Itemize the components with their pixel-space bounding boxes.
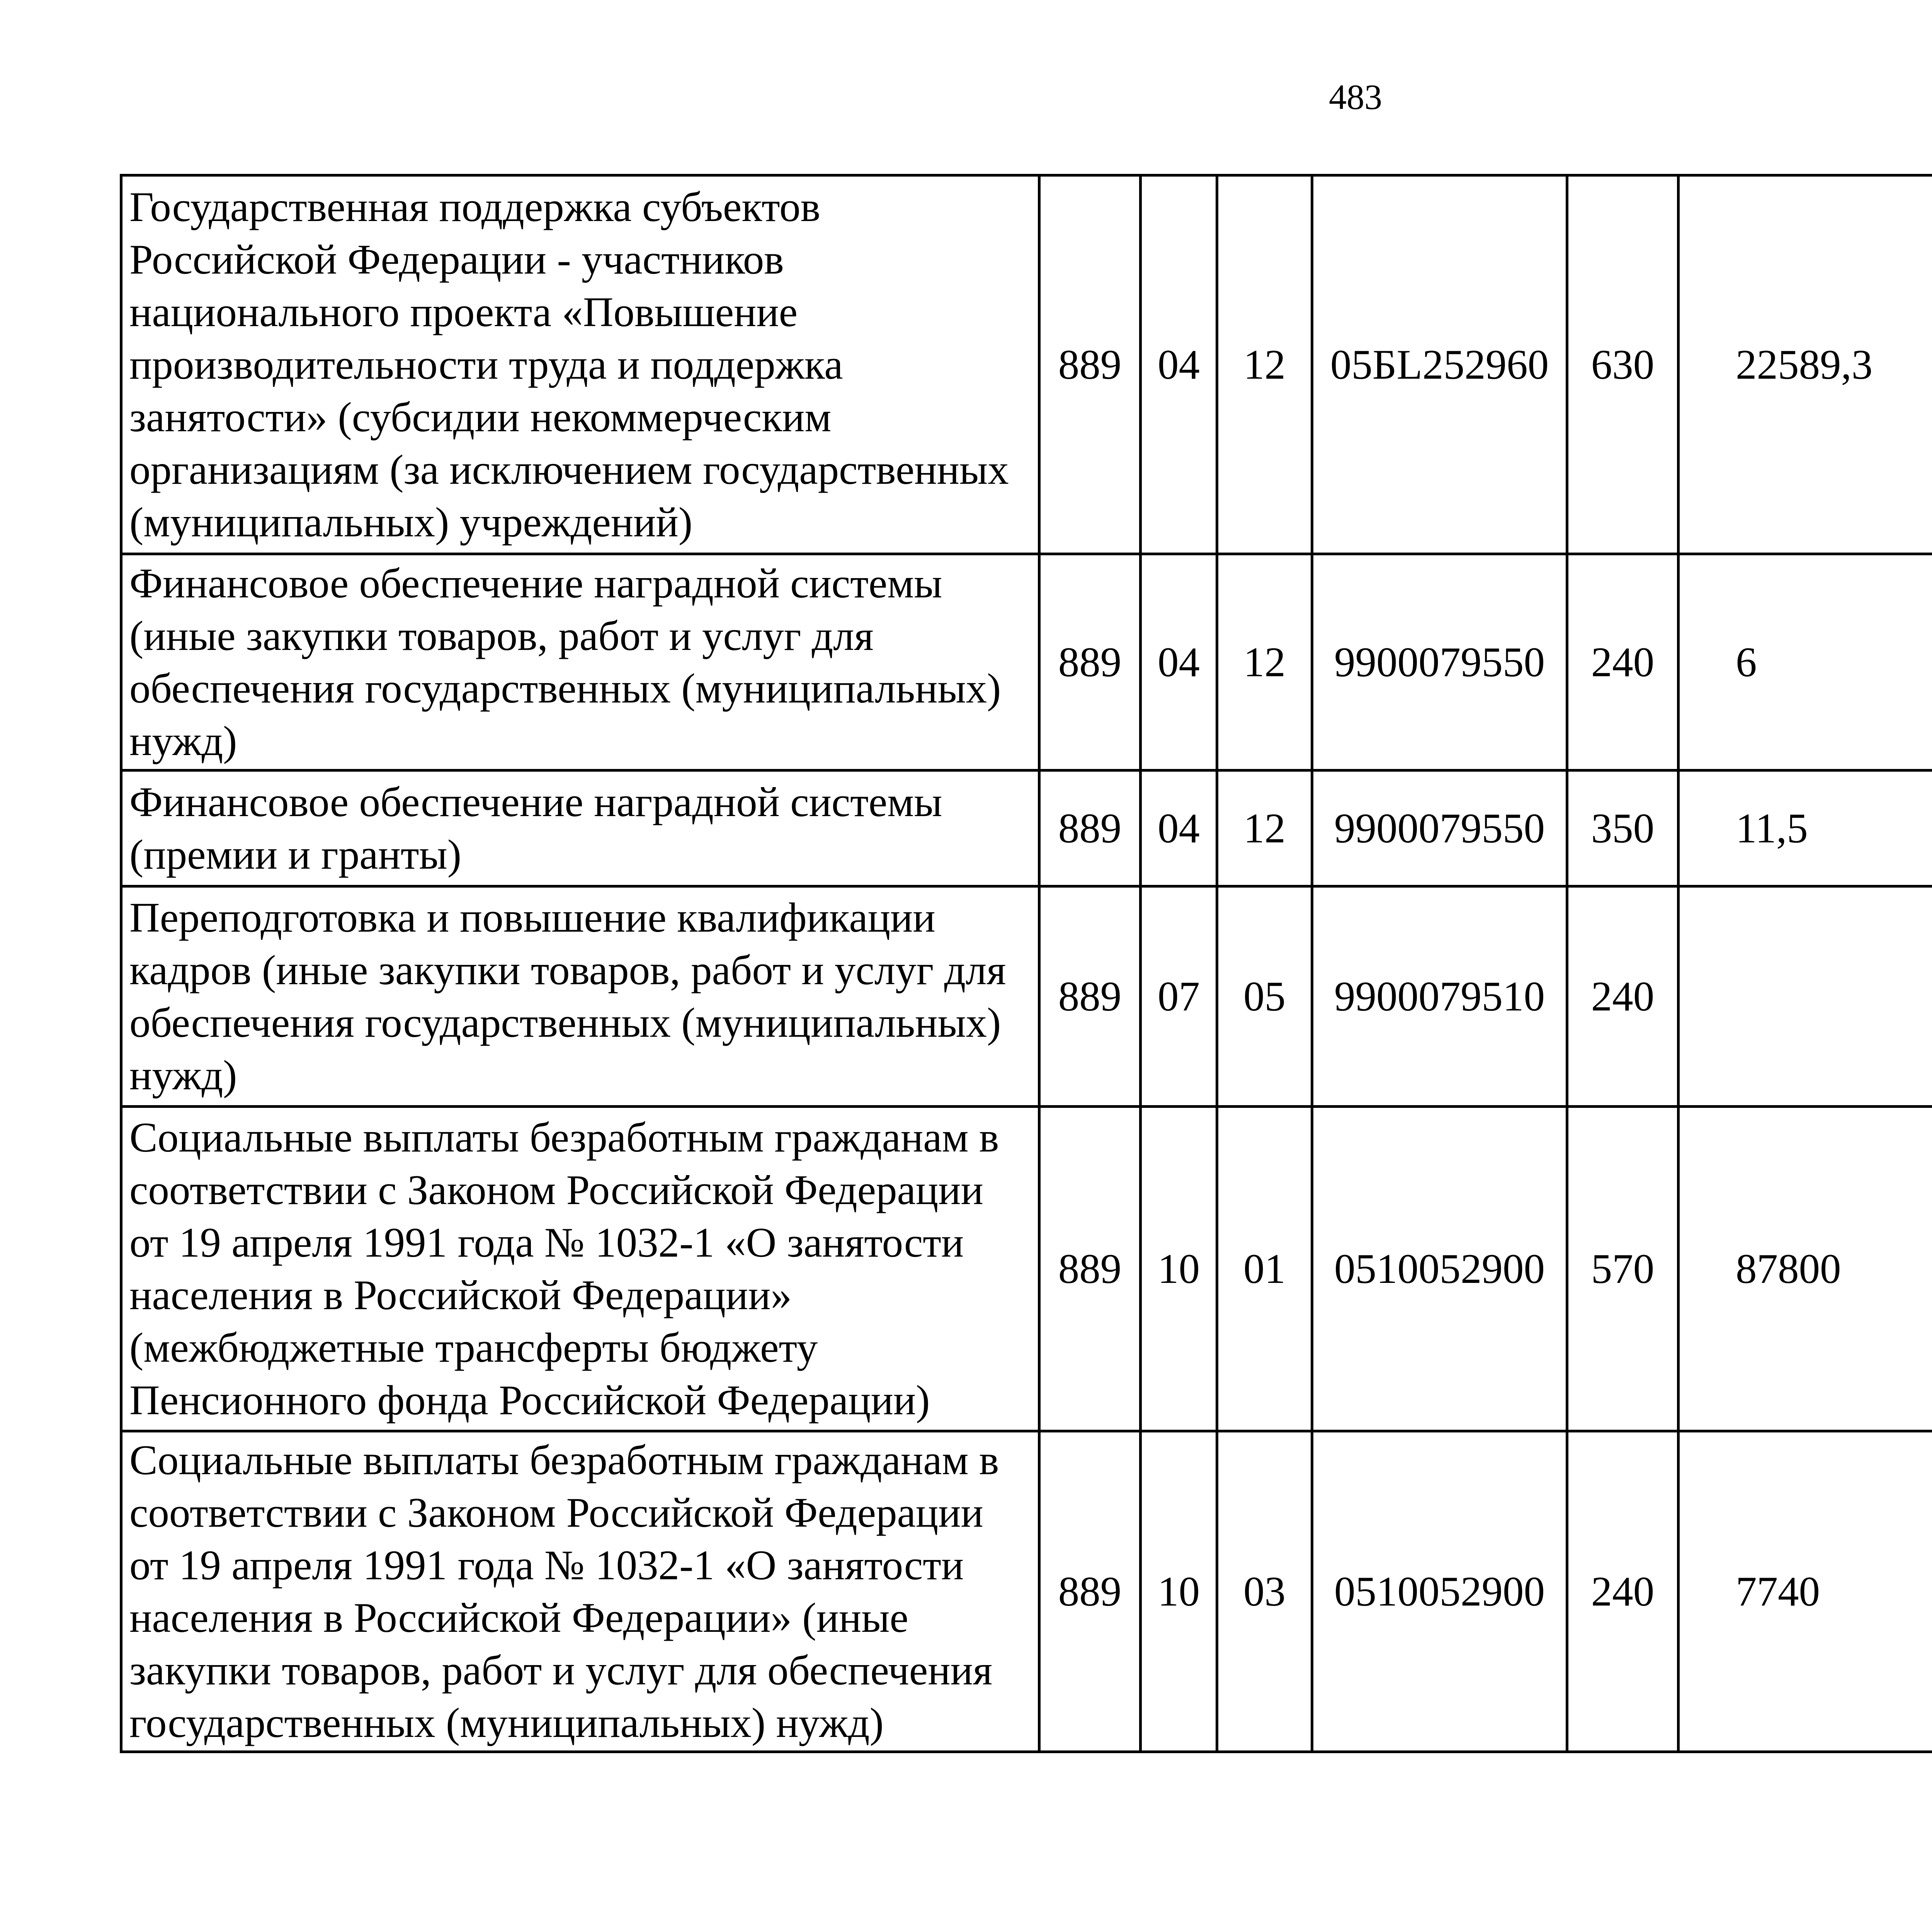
section-code-cell: 04 [1141, 554, 1217, 771]
amount-1-cell: 22589,3 [1679, 175, 1932, 554]
ministry-code-cell: 889 [1039, 554, 1141, 771]
amount-1-cell: 6 [1679, 554, 1932, 771]
expense-type-cell: 630 [1567, 175, 1679, 554]
row-name-cell: Финансовое обеспечение наградной системы (иные закупки товаров, работ и услуг для обеспечения государственных (муниципальных) нужд) [121, 554, 1039, 771]
ministry-code-cell: 889 [1039, 1431, 1141, 1752]
amount-1-cell: 7740 [1679, 1431, 1932, 1752]
section-code-cell: 07 [1141, 886, 1217, 1107]
target-article-cell: 0510052900 [1312, 1107, 1567, 1431]
subsection-code-cell: 12 [1217, 554, 1312, 771]
expense-type-cell: 240 [1567, 1431, 1679, 1752]
target-article-cell: 05БL252960 [1312, 175, 1567, 554]
row-name-cell: Финансовое обеспечение наградной системы (премии и гранты) [121, 771, 1039, 886]
row-name-cell: Социальные выплаты безработным гражданам в соответствии с Законом Российской Федерации от 19 апреля 1991 года № 1032-1 «О занятости населения в Российской Федерации» (иные закупки товаров, работ и услуг для обеспечения государственных (муниципальных) нужд) [121, 1431, 1039, 1752]
expense-type-cell: 240 [1567, 554, 1679, 771]
target-article-cell: 9900079550 [1312, 771, 1567, 886]
ministry-code-cell: 889 [1039, 771, 1141, 886]
section-code-cell: 04 [1141, 771, 1217, 886]
section-code-cell: 10 [1141, 1431, 1217, 1752]
ministry-code-cell: 889 [1039, 175, 1141, 554]
table-row [121, 1431, 1932, 1752]
subsection-code-cell: 05 [1217, 886, 1312, 1107]
row-name-cell: Государственная поддержка субъектов Российской Федерации - участников национального проекта «Повышение производительности труда и поддержка занятости» (субсидии некоммерческим организациям (за исключением государственных (муниципальных) учреждений) [121, 175, 1039, 554]
ministry-code-cell: 889 [1039, 886, 1141, 1107]
expense-type-cell: 240 [1567, 886, 1679, 1107]
table-row [121, 771, 1932, 886]
budget-table [120, 174, 1932, 1753]
ministry-code-cell: 889 [1039, 1107, 1141, 1431]
section-code-cell: 10 [1141, 1107, 1217, 1431]
table-row [121, 175, 1932, 554]
expense-type-cell: 570 [1567, 1107, 1679, 1431]
table-row [121, 1107, 1932, 1431]
table-row [121, 886, 1932, 1107]
amount-1-cell: 11,5 [1679, 771, 1932, 886]
subsection-code-cell: 12 [1217, 175, 1312, 554]
subsection-code-cell: 01 [1217, 1107, 1312, 1431]
amount-1-cell: 87800 [1679, 1107, 1932, 1431]
subsection-code-cell: 12 [1217, 771, 1312, 886]
subsection-code-cell: 03 [1217, 1431, 1312, 1752]
target-article-cell: 0510052900 [1312, 1431, 1567, 1752]
row-name-cell: Переподготовка и повышение квалификации кадров (иные закупки товаров, работ и услуг для обеспечения государственных (муниципальных) нужд) [121, 886, 1039, 1107]
amount-1-cell [1679, 886, 1932, 1107]
expense-type-cell: 350 [1567, 771, 1679, 886]
row-name-cell: Социальные выплаты безработным гражданам в соответствии с Законом Российской Федерации от 19 апреля 1991 года № 1032-1 «О занятости населения в Российской Федерации» (межбюджетные трансферты бюджету Пенсионного фонда Российской Федерации) [121, 1107, 1039, 1431]
page-number: 483 [1329, 77, 1382, 117]
table-row [121, 554, 1932, 771]
target-article-cell: 9900079550 [1312, 554, 1567, 771]
section-code-cell: 04 [1141, 175, 1217, 554]
target-article-cell: 9900079510 [1312, 886, 1567, 1107]
